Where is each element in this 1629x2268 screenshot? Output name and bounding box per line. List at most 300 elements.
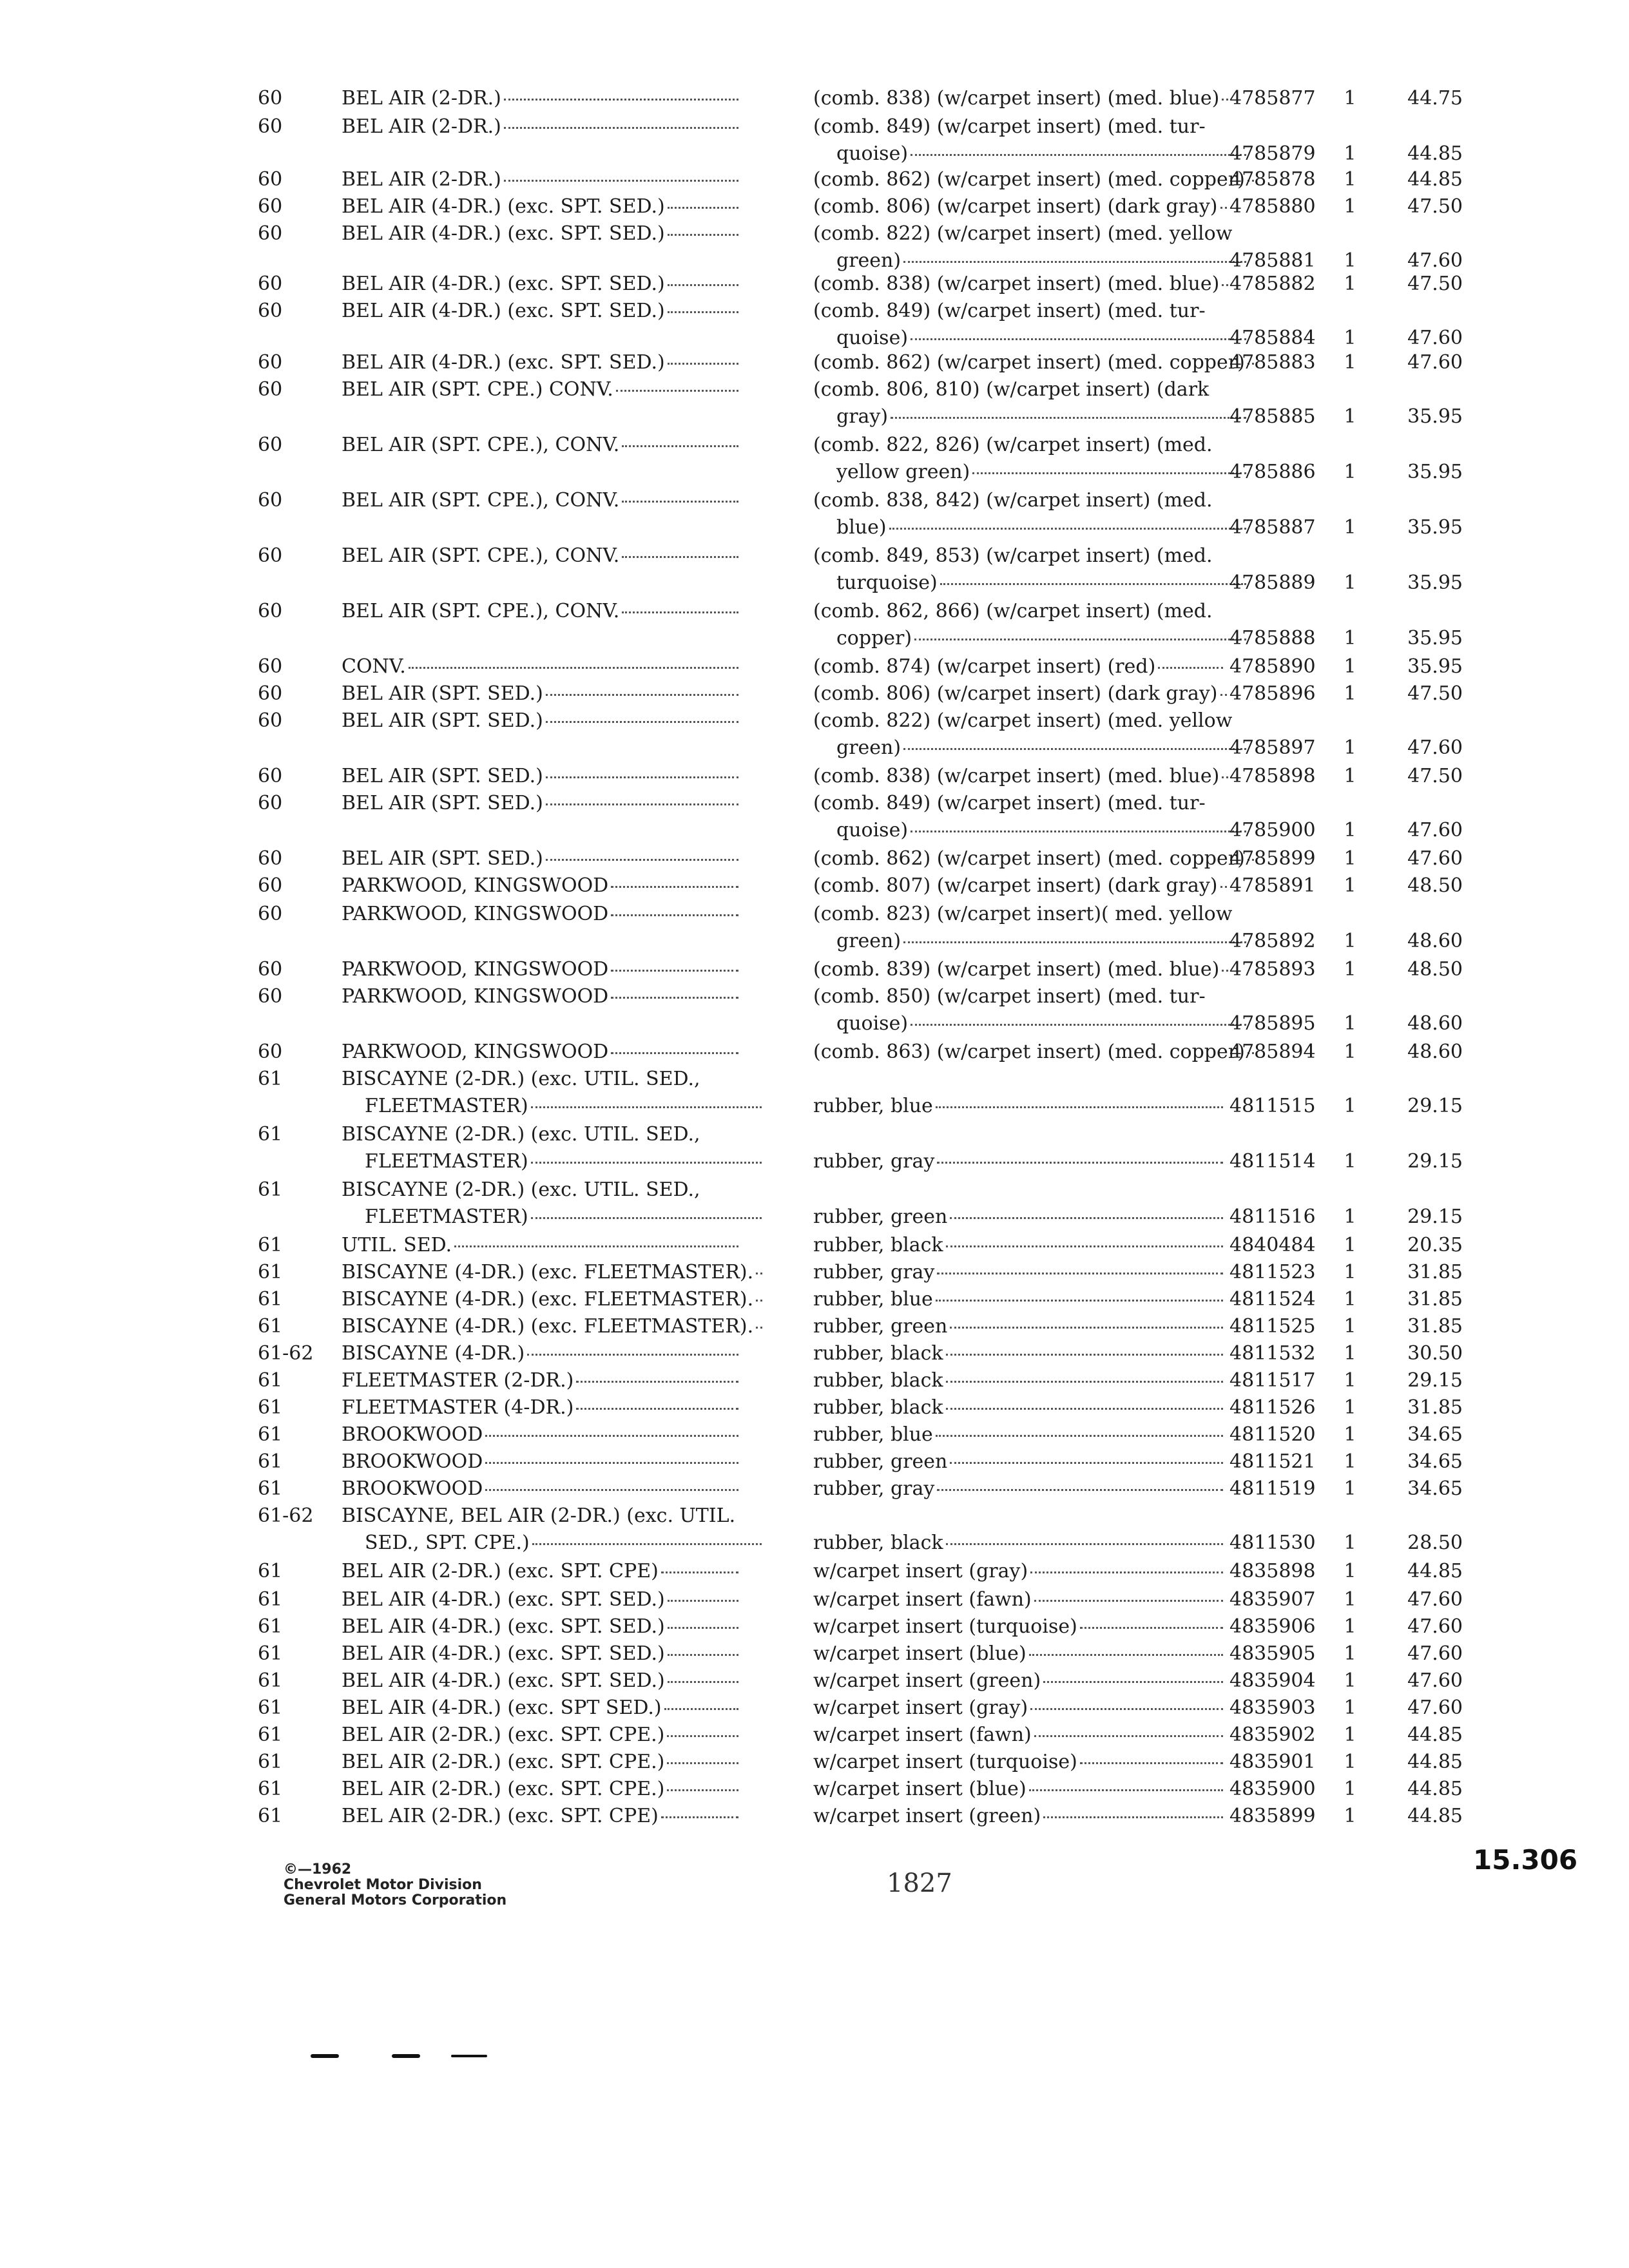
model-name-text: BEL AIR (SPT. CPE.), CONV. [342, 434, 620, 456]
part-description [813, 1313, 1226, 1340]
dot-leader [576, 1380, 738, 1383]
model-name-text: BISCAYNE (4-DR.) (exc. FLEETMASTER). [342, 1315, 754, 1338]
model-name [342, 1475, 741, 1503]
part-description [813, 956, 1226, 983]
price: 28.50 [1407, 1532, 1463, 1554]
table-row [0, 901, 1629, 955]
part-description: (comb. 849, 853) (w/carpet insert) (med. [813, 544, 1213, 567]
part-description-text: w/carpet insert (blue) [813, 1642, 1027, 1665]
part-description-cont-text: blue) [836, 516, 887, 539]
part-description [813, 1367, 1226, 1394]
quantity: 1 [1344, 195, 1356, 218]
part-description [813, 1640, 1226, 1667]
part-description: (comb. 822, 826) (w/carpet insert) (med. [813, 434, 1213, 456]
model-name [342, 956, 741, 983]
part-number: 4785878 [1229, 168, 1316, 191]
model-name-text: PARKWOOD, KINGSWOOD [342, 958, 609, 981]
dot-leader [946, 1353, 1223, 1356]
table-row [0, 956, 1629, 983]
model-year: 61 [258, 1068, 283, 1090]
part-description-cont-text: rubber, green [813, 1206, 948, 1228]
part-number: 4785889 [1229, 572, 1316, 594]
model-name [342, 376, 741, 403]
table-row [0, 85, 1629, 112]
model-name-text: BEL AIR (SPT. SED.) [342, 847, 543, 870]
model-name [342, 113, 741, 140]
part-description-cont-text: green) [836, 930, 901, 952]
part-description-cont-text: green) [836, 736, 901, 759]
price: 31.85 [1407, 1396, 1463, 1419]
model-year: 61 [258, 1751, 283, 1773]
dot-leader [616, 389, 738, 392]
part-description-text: (comb. 839) (w/carpet insert) (med. blue) [813, 958, 1220, 981]
model-name-text: BEL AIR (4-DR.) (exc. SPT. SED.) [342, 1588, 665, 1611]
dot-leader [1030, 1571, 1223, 1573]
dot-leader [972, 472, 1246, 474]
model-name-text: BROOKWOOD [342, 1477, 483, 1500]
quantity: 1 [1344, 1423, 1356, 1446]
dot-leader [950, 1461, 1223, 1464]
model-name-text: FLEETMASTER (4-DR.) [342, 1396, 574, 1419]
part-description [813, 85, 1226, 112]
model-name [342, 487, 741, 514]
model-year: 60 [258, 544, 283, 567]
price: 47.50 [1407, 273, 1463, 295]
part-number: 4785892 [1229, 930, 1316, 952]
price: 47.60 [1407, 249, 1463, 272]
price: 47.50 [1407, 195, 1463, 218]
part-description-cont [813, 817, 1249, 844]
table-row [0, 1640, 1629, 1667]
model-name: BISCAYNE, BEL AIR (2-DR.) (exc. UTIL. [342, 1504, 736, 1527]
part-description [813, 653, 1226, 680]
table-row [0, 872, 1629, 899]
part-number: 4811519 [1229, 1477, 1316, 1500]
model-name [342, 1803, 741, 1830]
model-year: 60 [258, 655, 283, 678]
table-row [0, 845, 1629, 872]
price: 44.85 [1407, 1751, 1463, 1773]
dot-leader [668, 1626, 738, 1629]
dot-leader [485, 1461, 738, 1464]
table-row [0, 598, 1629, 652]
model-year: 60 [258, 903, 283, 925]
part-number: 4811526 [1229, 1396, 1316, 1419]
model-year: 60 [258, 168, 283, 191]
part-number: 4811514 [1229, 1150, 1316, 1173]
part-description-text: w/carpet insert (green) [813, 1805, 1041, 1827]
part-description-text: rubber, green [813, 1315, 948, 1338]
model-year: 60 [258, 847, 283, 870]
model-name [342, 598, 741, 625]
table-row [0, 653, 1629, 680]
dot-leader [756, 1326, 762, 1329]
quantity: 1 [1344, 87, 1356, 110]
price: 29.15 [1407, 1150, 1463, 1173]
table-row [0, 1367, 1629, 1394]
dot-leader [1043, 1680, 1223, 1683]
dot-leader [946, 1542, 1223, 1545]
part-number: 4785897 [1229, 736, 1316, 759]
table-row [0, 790, 1629, 844]
quantity: 1 [1344, 1669, 1356, 1692]
table-row [0, 193, 1629, 220]
model-name: BISCAYNE (2-DR.) (exc. UTIL. SED., [342, 1068, 700, 1090]
model-year: 60 [258, 378, 283, 401]
model-name [342, 1340, 741, 1367]
part-number: 4811530 [1229, 1532, 1316, 1554]
part-description [813, 1586, 1226, 1613]
part-description-text: rubber, black [813, 1234, 943, 1256]
part-description-cont [813, 1530, 1226, 1557]
model-name [342, 1749, 741, 1776]
part-description [813, 1039, 1245, 1066]
model-name [342, 432, 741, 459]
quantity: 1 [1344, 1805, 1356, 1827]
dot-leader [668, 233, 738, 236]
part-description: (comb. 862, 866) (w/carpet insert) (med. [813, 600, 1213, 622]
model-name-text: BEL AIR (2-DR.) (exc. SPT. CPE) [342, 1560, 659, 1582]
dot-leader [668, 1653, 738, 1656]
part-description-text: (comb. 874) (w/carpet insert) (red) [813, 655, 1156, 678]
price: 47.60 [1407, 819, 1463, 841]
part-description-text: w/carpet insert (turquoise) [813, 1751, 1077, 1773]
price: 44.75 [1407, 87, 1463, 110]
part-description-text: w/carpet insert (fawn) [813, 1588, 1032, 1611]
dot-leader [891, 416, 1246, 419]
table-row [0, 1039, 1629, 1066]
part-number: 4835904 [1229, 1669, 1316, 1692]
part-description-cont [813, 570, 1249, 597]
quantity: 1 [1344, 1206, 1356, 1228]
part-description [813, 1558, 1226, 1585]
model-name [342, 1613, 741, 1640]
dot-leader [1220, 693, 1227, 696]
dot-leader [504, 179, 738, 182]
model-name-text: BEL AIR (4-DR.) (exc. SPT. SED.) [342, 351, 665, 374]
part-description-cont [813, 1093, 1226, 1120]
dot-leader [950, 1326, 1223, 1329]
part-number: 4785880 [1229, 195, 1316, 218]
dot-leader [546, 720, 738, 723]
part-description-text: (comb. 862) (w/carpet insert) (med. copper) [813, 351, 1245, 374]
dot-leader [611, 914, 738, 916]
price: 44.85 [1407, 142, 1463, 165]
table-row [0, 1394, 1629, 1421]
price: 47.60 [1407, 1588, 1463, 1611]
model-name: BISCAYNE (2-DR.) (exc. UTIL. SED., [342, 1178, 700, 1201]
model-name [342, 872, 741, 899]
dot-leader [946, 1245, 1223, 1247]
dot-leader [903, 260, 1246, 263]
part-description: (comb. 806, 810) (w/carpet insert) (dark [813, 378, 1210, 401]
part-number: 4785879 [1229, 142, 1316, 165]
part-description: (comb. 849) (w/carpet insert) (med. tur- [813, 300, 1206, 322]
model-year: 61 [258, 1369, 283, 1392]
model-name [342, 1286, 754, 1313]
part-description-text: w/carpet insert (green) [813, 1669, 1041, 1692]
table-row [0, 1803, 1629, 1830]
part-description-text: w/carpet insert (turquoise) [813, 1615, 1077, 1638]
model-name-cont [342, 1093, 764, 1120]
part-description-cont-text: yellow green) [836, 461, 970, 483]
model-year: 61 [258, 1805, 283, 1827]
table-row [0, 1286, 1629, 1313]
model-name-text: BISCAYNE (4-DR.) [342, 1342, 525, 1365]
page-number: 1827 [887, 1869, 952, 1898]
model-name-text: BEL AIR (4-DR.) (exc. SPT SED.) [342, 1696, 662, 1719]
dot-leader [1220, 206, 1227, 209]
dot-leader [611, 996, 738, 999]
table-row [0, 1421, 1629, 1448]
table-row [0, 432, 1629, 486]
part-description-text: (comb. 838) (w/carpet insert) (med. blue) [813, 273, 1220, 295]
dot-leader [667, 1735, 738, 1737]
dot-leader [940, 582, 1246, 585]
price: 47.60 [1407, 1696, 1463, 1719]
dot-leader [576, 1407, 738, 1410]
model-year: 61 [258, 1669, 283, 1692]
price: 29.15 [1407, 1369, 1463, 1392]
model-name [342, 220, 741, 247]
part-description-text: rubber, black [813, 1369, 943, 1392]
quantity: 1 [1344, 572, 1356, 594]
table-row [0, 1066, 1629, 1120]
model-year: 61 [258, 1450, 283, 1473]
part-number: 4811516 [1229, 1206, 1316, 1228]
table-row [0, 707, 1629, 762]
part-description [813, 1695, 1226, 1722]
table-row [0, 763, 1629, 790]
part-description-cont-text: quoise) [836, 142, 909, 165]
table-row [0, 680, 1629, 707]
model-name-text: BEL AIR (SPT. CPE.), CONV. [342, 489, 620, 512]
part-description [813, 845, 1245, 872]
part-number: 4811515 [1229, 1095, 1316, 1117]
table-row [0, 166, 1629, 193]
model-name-text: PARKWOOD, KINGSWOOD [342, 874, 609, 897]
model-year: 61 [258, 1261, 283, 1283]
quantity: 1 [1344, 1532, 1356, 1554]
price: 47.60 [1407, 1642, 1463, 1665]
part-description [813, 1232, 1226, 1259]
part-description-cont-text: quoise) [836, 327, 909, 349]
dot-leader [1034, 1599, 1223, 1602]
quantity: 1 [1344, 1095, 1356, 1117]
model-name: BISCAYNE (2-DR.) (exc. UTIL. SED., [342, 1123, 700, 1146]
model-name [342, 1259, 754, 1286]
part-number: 4785886 [1229, 461, 1316, 483]
dot-leader [914, 638, 1246, 640]
part-description-text: (comb. 862) (w/carpet insert) (med. copper) [813, 168, 1245, 191]
model-year: 61 [258, 1696, 283, 1719]
quantity: 1 [1344, 461, 1356, 483]
part-number: 4785884 [1229, 327, 1316, 349]
table-row [0, 1776, 1629, 1803]
table-row [0, 487, 1629, 541]
dot-leader [903, 747, 1246, 750]
dot-leader [667, 1762, 738, 1764]
model-name-cont [342, 1530, 764, 1557]
quantity: 1 [1344, 327, 1356, 349]
dot-leader [527, 1353, 738, 1356]
model-name-text: PARKWOOD, KINGSWOOD [342, 1041, 609, 1063]
price: 44.85 [1407, 168, 1463, 191]
price: 30.50 [1407, 1342, 1463, 1365]
dot-leader [668, 311, 738, 313]
part-description-cont [813, 1204, 1226, 1231]
part-description: (comb. 849) (w/carpet insert) (med. tur- [813, 792, 1206, 814]
part-description-cont [813, 928, 1249, 955]
table-row [0, 271, 1629, 298]
model-name [342, 543, 741, 570]
part-number: 4785887 [1229, 516, 1316, 539]
price: 48.60 [1407, 1012, 1463, 1035]
dot-leader [409, 666, 738, 669]
model-name-text: BEL AIR (2-DR.) [342, 87, 501, 110]
price: 34.65 [1407, 1423, 1463, 1446]
part-description-text: (comb. 838) (w/carpet insert) (med. blue) [813, 87, 1220, 110]
quantity: 1 [1344, 655, 1356, 678]
price: 48.60 [1407, 930, 1463, 952]
quantity: 1 [1344, 682, 1356, 705]
part-description-cont [813, 325, 1249, 352]
dot-leader [756, 1272, 762, 1274]
part-number: 4785877 [1229, 87, 1316, 110]
price: 31.85 [1407, 1261, 1463, 1283]
price: 29.15 [1407, 1095, 1463, 1117]
model-name-text: BEL AIR (2-DR.) (exc. SPT. CPE.) [342, 1751, 665, 1773]
part-description: (comb. 850) (w/carpet insert) (med. tur- [813, 985, 1206, 1008]
model-name [342, 680, 741, 707]
part-description-text: (comb. 862) (w/carpet insert) (med. copper) [813, 847, 1245, 870]
price: 44.85 [1407, 1560, 1463, 1582]
price: 47.60 [1407, 351, 1463, 374]
model-name [342, 1421, 741, 1448]
part-description-cont [813, 735, 1249, 762]
part-description [813, 1475, 1226, 1503]
part-description-text: w/carpet insert (gray) [813, 1696, 1028, 1719]
part-number: 4811521 [1229, 1450, 1316, 1473]
table-row [0, 543, 1629, 597]
price: 48.50 [1407, 958, 1463, 981]
dot-leader [1030, 1707, 1223, 1710]
model-year: 61 [258, 1423, 283, 1446]
model-name-text: BISCAYNE (4-DR.) (exc. FLEETMASTER). [342, 1288, 754, 1311]
model-year: 61 [258, 1178, 283, 1201]
part-number: 4785898 [1229, 765, 1316, 787]
quantity: 1 [1344, 819, 1356, 841]
dot-leader [668, 1680, 738, 1683]
part-description: (comb. 823) (w/carpet insert)( med. yellow [813, 903, 1233, 925]
model-name [342, 1367, 741, 1394]
table-row [0, 1695, 1629, 1722]
dot-leader [668, 1599, 738, 1602]
quantity: 1 [1344, 1369, 1356, 1392]
dot-leader [1080, 1762, 1223, 1764]
model-year: 60 [258, 273, 283, 295]
price: 47.60 [1407, 327, 1463, 349]
part-number: 4785881 [1229, 249, 1316, 272]
dot-leader [622, 445, 738, 447]
quantity: 1 [1344, 1288, 1356, 1311]
part-description: (comb. 838, 842) (w/carpet insert) (med. [813, 489, 1213, 512]
part-number: 4785899 [1229, 847, 1316, 870]
quantity: 1 [1344, 142, 1356, 165]
corporation-name: General Motors Corporation [284, 1892, 507, 1908]
model-name [342, 1558, 741, 1585]
part-description-text: rubber, green [813, 1450, 948, 1473]
quantity: 1 [1344, 930, 1356, 952]
part-description-cont [813, 514, 1249, 541]
dot-leader [911, 830, 1246, 832]
part-description [813, 872, 1226, 899]
price: 35.95 [1407, 572, 1463, 594]
model-year: 60 [258, 765, 283, 787]
model-year: 61-62 [258, 1342, 314, 1365]
dot-leader [950, 1216, 1223, 1219]
part-description-cont-text: rubber, black [813, 1532, 943, 1554]
part-number: 4835905 [1229, 1642, 1316, 1665]
price: 35.95 [1407, 461, 1463, 483]
price: 47.60 [1407, 1669, 1463, 1692]
part-description [813, 193, 1226, 220]
part-description-cont-text: green) [836, 249, 901, 272]
part-description-cont-text: rubber, blue [813, 1095, 933, 1117]
dot-leader [1158, 666, 1223, 669]
part-description-cont-text: turquoise) [836, 572, 938, 594]
price: 20.35 [1407, 1234, 1463, 1256]
model-name-text: BEL AIR (SPT. CPE.), CONV. [342, 600, 620, 622]
price: 47.60 [1407, 736, 1463, 759]
table-row [0, 983, 1629, 1037]
part-description [813, 349, 1245, 376]
price: 44.85 [1407, 1778, 1463, 1800]
part-description [813, 1776, 1226, 1803]
model-year: 61 [258, 1642, 283, 1665]
part-number: 4811520 [1229, 1423, 1316, 1446]
part-description-text: rubber, gray [813, 1261, 935, 1283]
part-number: 4785882 [1229, 273, 1316, 295]
quantity: 1 [1344, 874, 1356, 897]
price: 35.95 [1407, 516, 1463, 539]
quantity: 1 [1344, 1778, 1356, 1800]
part-number: 4811524 [1229, 1288, 1316, 1311]
table-row [0, 1313, 1629, 1340]
model-name [342, 1232, 741, 1259]
model-year: 60 [258, 1041, 283, 1063]
part-description-text: (comb. 863) (w/carpet insert) (med. copper) [813, 1041, 1245, 1063]
quantity: 1 [1344, 1012, 1356, 1035]
dot-leader [546, 803, 738, 805]
model-name-text: BEL AIR (SPT. SED.) [342, 709, 543, 732]
price: 48.60 [1407, 1041, 1463, 1063]
dot-leader [1029, 1789, 1223, 1791]
dot-leader [1029, 1653, 1223, 1656]
model-name [342, 1695, 741, 1722]
table-row [0, 349, 1629, 376]
dot-leader [661, 1571, 738, 1573]
price: 34.65 [1407, 1450, 1463, 1473]
quantity: 1 [1344, 516, 1356, 539]
part-number: 4785891 [1229, 874, 1316, 897]
part-description [813, 1448, 1226, 1475]
model-year: 61 [258, 1778, 283, 1800]
section-number: 15.306 [1473, 1844, 1578, 1876]
part-description [813, 680, 1226, 707]
model-year: 61 [258, 1615, 283, 1638]
model-year: 60 [258, 300, 283, 322]
